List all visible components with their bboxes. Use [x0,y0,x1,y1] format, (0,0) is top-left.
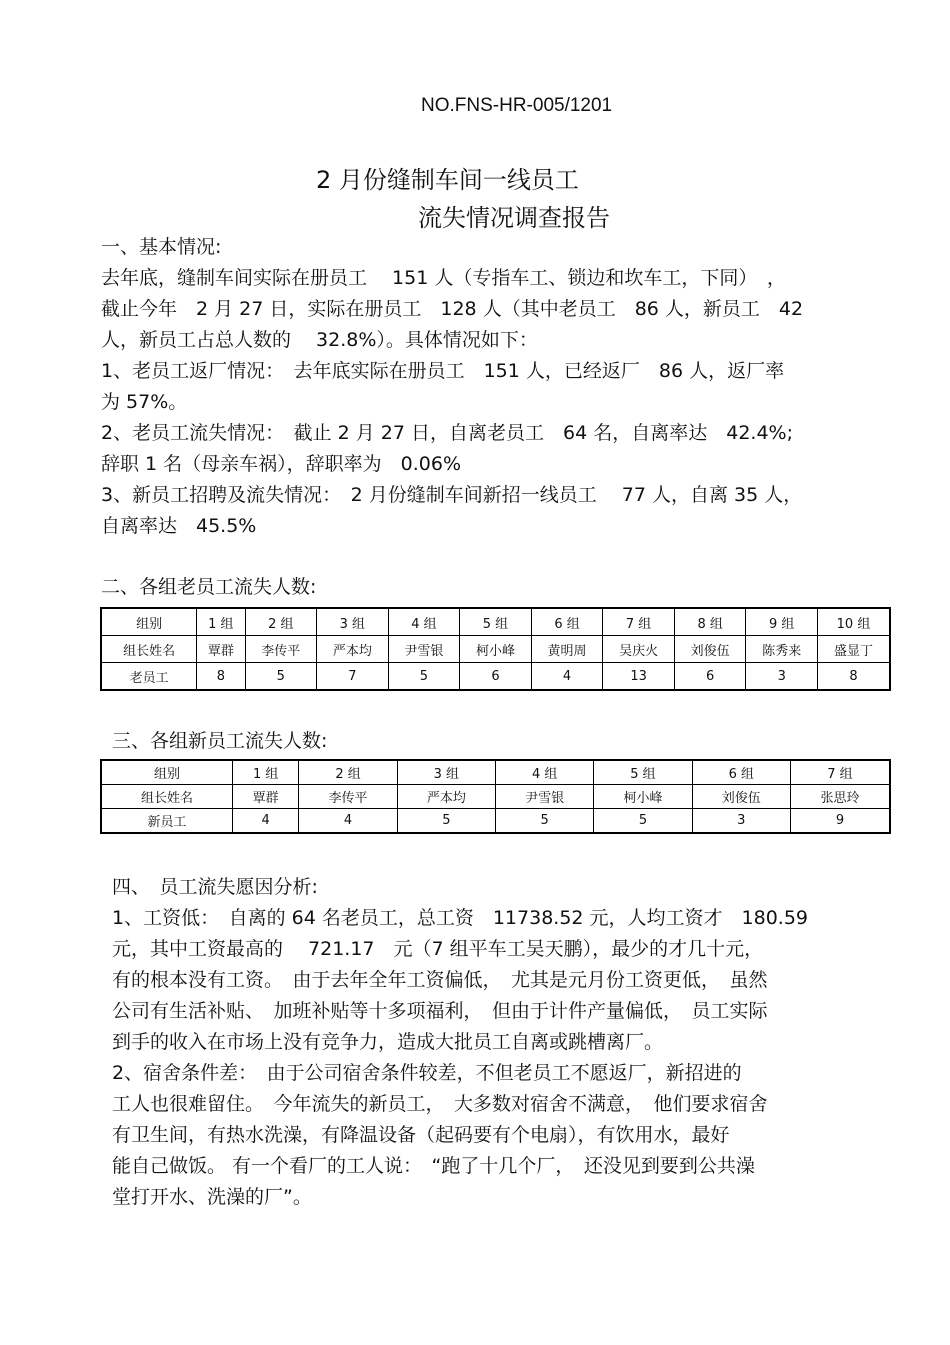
table-cell: 1 组 [232,760,298,785]
table-cell: 4 [531,663,603,691]
table-cell: 3 [692,809,790,834]
table-cell: 9 [790,809,890,834]
paragraph-line: 人，新员工占总人数的 32.8%）。具体情况如下： [101,329,538,351]
table-cell: 柯小峰 [594,785,692,809]
paragraph-line: 自离率达 45.5% [101,515,257,537]
paragraph-line: 2、老员工流失情况： 截止 2 月 27 日，自离老员工 64 名，自离率达 42.4%; [101,422,793,444]
table-cell: 李传平 [245,636,317,663]
section-basic-situation [101,232,803,542]
table-cell: 吴庆火 [603,636,675,663]
table-cell: 5 [397,809,495,834]
table-cell: 3 组 [397,760,495,785]
table-cell: 6 组 [692,760,790,785]
paragraph-line: 能自己做饭。 有一个看厂的工人说： “跑了十几个厂， 还没见到要到公共澡 [112,1155,755,1177]
new-staff-loss-table [100,759,891,834]
table-row [101,785,890,809]
table-cell: 10 组 [818,608,890,636]
paragraph-line: 公司有生活补贴、 加班补贴等十多项福利， 但由于计件产量偏低， 员工实际 [112,1000,768,1022]
table-cell: 5 组 [594,760,692,785]
report-title-line1: 2 月份缝制车间一线员工 [316,166,579,194]
table-cell: 1 组 [197,608,245,636]
table-cell: 4 [232,809,298,834]
paragraph-line: 工人也很难留住。 今年流失的新员工， 大多数对宿舍不满意， 他们要求宿舍 [112,1093,768,1115]
table-cell: 尹雪银 [388,636,460,663]
table-cell: 8 [818,663,890,691]
table-cell: 4 [299,809,397,834]
paragraph-line: 到手的收入在市场上没有竞争力，造成大批员工自离或跳槽离厂。 [112,1031,664,1053]
table-cell: 5 [245,663,317,691]
table-cell: 组长姓名 [101,636,197,663]
table-cell: 8 组 [674,608,746,636]
table-cell: 7 组 [790,760,890,785]
table-cell: 8 [197,663,245,691]
table-cell: 组别 [101,608,197,636]
table-cell: 6 [460,663,532,691]
table-cell: 4 组 [495,760,593,785]
table-cell: 柯小峰 [460,636,532,663]
table-cell: 黄明周 [531,636,603,663]
paragraph-line: 1、工资低： 自离的 64 名老员工，总工资 11738.52 元，人均工资才 180.59 [112,907,809,929]
report-title-line2: 流失情况调查报告 [418,204,610,232]
table-row [101,760,890,785]
table-cell: 组长姓名 [101,785,232,809]
table-cell: 5 [594,809,692,834]
paragraph-line: 3、新员工招聘及流失情况： 2 月份缝制车间新招一线员工 77 人，自离 35 人， [101,484,803,506]
table-cell: 刘俊伍 [674,636,746,663]
section-heading-new-staff: 三、各组新员工流失人数: [112,730,328,752]
table-cell: 组别 [101,760,232,785]
old-staff-loss-table [100,607,891,691]
paragraph-line: 堂打开水、洗澡的厂”。 [112,1186,312,1208]
section-heading: 四、 员工流失愿因分析: [112,876,318,898]
table-cell: 5 [495,809,593,834]
table-cell: 盛显丁 [818,636,890,663]
paragraph-line: 有的根本没有工资。 由于去年全年工资偏低， 尤其是元月份工资更低， 虽然 [112,969,768,991]
table-cell: 新员工 [101,809,232,834]
table-cell: 6 组 [531,608,603,636]
table-cell: 7 组 [603,608,675,636]
table-cell: 张思玲 [790,785,890,809]
table-cell: 2 组 [245,608,317,636]
table-cell: 6 [674,663,746,691]
table-cell: 5 组 [460,608,532,636]
table-cell: 刘俊伍 [692,785,790,809]
table-cell: 3 组 [317,608,389,636]
table-cell: 4 组 [388,608,460,636]
table-cell: 尹雪银 [495,785,593,809]
paragraph-line: 2、宿舍条件差： 由于公司宿舍条件较差，不但老员工不愿返厂，新招进的 [112,1062,742,1084]
table-cell: 覃群 [197,636,245,663]
section-heading: 一、基本情况: [101,236,222,258]
table-cell: 严本均 [317,636,389,663]
table-cell: 严本均 [397,785,495,809]
table-row [101,608,890,636]
table-cell: 13 [603,663,675,691]
table-cell: 2 组 [299,760,397,785]
paragraph-line: 截止今年 2 月 27 日，实际在册员工 128 人（其中老员工 86 人，新员工 42 [101,298,804,320]
section-loss-reasons [112,872,808,1213]
paragraph-line: 有卫生间，有热水洗澡，有降温设备（起码要有个电扇），有饮用水，最好 [112,1124,730,1146]
table-cell: 5 [388,663,460,691]
table-row [101,663,890,691]
paragraph-line: 辞职 1 名（母亲车祸），辞职率为 0.06% [101,453,462,475]
table-cell: 覃群 [232,785,298,809]
table-cell: 老员工 [101,663,197,691]
paragraph-line: 去年底，缝制车间实际在册员工 151 人（专指车工、锁边和坎车工，下同） ， [101,267,786,289]
table-row [101,809,890,834]
table-cell: 7 [317,663,389,691]
section-heading-old-staff: 二、各组老员工流失人数: [101,576,317,598]
paragraph-line: 1、老员工返厂情况： 去年底实际在册员工 151 人，已经返厂 86 人，返厂率 [101,360,785,382]
table-cell: 9 组 [746,608,818,636]
table-cell: 3 [746,663,818,691]
table-cell: 李传平 [299,785,397,809]
table-row [101,636,890,663]
table-cell: 陈秀来 [746,636,818,663]
document-number: NO.FNS-HR-005/1201 [421,95,613,116]
paragraph-line: 为 57%。 [101,391,188,413]
paragraph-line: 元，其中工资最高的 721.17 元（7 组平车工吴天鹏），最少的才几十元， [112,938,764,960]
